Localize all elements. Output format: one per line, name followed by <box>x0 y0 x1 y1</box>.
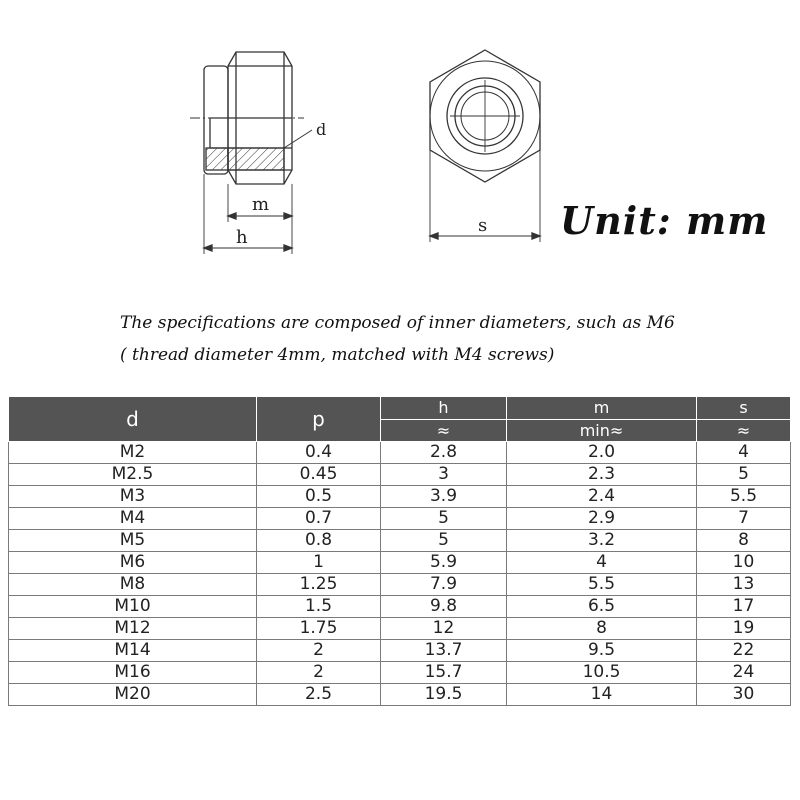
cell-s: 5 <box>697 464 791 486</box>
header-d: d <box>9 397 257 442</box>
cell-p: 2.5 <box>257 684 381 706</box>
cell-m: 14 <box>507 684 697 706</box>
cell-p: 1.75 <box>257 618 381 640</box>
cell-h: 3 <box>381 464 507 486</box>
cell-s: 7 <box>697 508 791 530</box>
header-h-sub: ≈ <box>381 419 507 442</box>
cell-d: M6 <box>9 552 257 574</box>
header-s: s <box>697 397 791 420</box>
cell-h: 5.9 <box>381 552 507 574</box>
table-row <box>9 530 791 552</box>
cell-h: 15.7 <box>381 662 507 684</box>
side-view <box>190 52 312 254</box>
cell-m: 4 <box>507 552 697 574</box>
cell-p: 0.4 <box>257 442 381 464</box>
cell-d: M2 <box>9 442 257 464</box>
unit-label: Unit: mm <box>560 198 769 243</box>
cell-d: M14 <box>9 640 257 662</box>
cell-s: 8 <box>697 530 791 552</box>
table-row <box>9 508 791 530</box>
cell-h: 7.9 <box>381 574 507 596</box>
cell-m: 2.4 <box>507 486 697 508</box>
cell-m: 2.0 <box>507 442 697 464</box>
table-row <box>9 596 791 618</box>
spec-table <box>8 396 791 706</box>
note-line-1: The specifications are composed of inner diameters, such as M6 <box>120 313 675 333</box>
cell-d: M5 <box>9 530 257 552</box>
header-m: m <box>507 397 697 420</box>
cell-s: 13 <box>697 574 791 596</box>
table-row <box>9 618 791 640</box>
cell-p: 2 <box>257 640 381 662</box>
label-d: d <box>316 120 327 139</box>
cell-d: M4 <box>9 508 257 530</box>
top-view <box>430 50 540 242</box>
table-row <box>9 662 791 684</box>
header-h: h <box>381 397 507 420</box>
cell-p: 1.5 <box>257 596 381 618</box>
cell-m: 3.2 <box>507 530 697 552</box>
cell-d: M10 <box>9 596 257 618</box>
cell-h: 5 <box>381 530 507 552</box>
label-m: m <box>252 194 270 215</box>
cell-m: 6.5 <box>507 596 697 618</box>
cell-m: 2.9 <box>507 508 697 530</box>
cell-p: 2 <box>257 662 381 684</box>
cell-h: 13.7 <box>381 640 507 662</box>
table-row <box>9 640 791 662</box>
cell-m: 5.5 <box>507 574 697 596</box>
cell-m: 8 <box>507 618 697 640</box>
label-s: s <box>478 215 488 236</box>
cell-m: 2.3 <box>507 464 697 486</box>
cell-h: 9.8 <box>381 596 507 618</box>
cell-m: 9.5 <box>507 640 697 662</box>
note-line-2: ( thread diameter 4mm, matched with M4 screws) <box>120 345 555 365</box>
nut-drawing <box>0 0 800 300</box>
cell-p: 1.25 <box>257 574 381 596</box>
cell-p: 0.45 <box>257 464 381 486</box>
cell-s: 10 <box>697 552 791 574</box>
table-row <box>9 574 791 596</box>
cell-m: 10.5 <box>507 662 697 684</box>
cell-h: 12 <box>381 618 507 640</box>
cell-d: M3 <box>9 486 257 508</box>
cell-h: 19.5 <box>381 684 507 706</box>
table-row <box>9 552 791 574</box>
cell-s: 5.5 <box>697 486 791 508</box>
cell-s: 24 <box>697 662 791 684</box>
header-s-sub: ≈ <box>697 419 791 442</box>
cell-h: 3.9 <box>381 486 507 508</box>
cell-p: 0.7 <box>257 508 381 530</box>
cell-d: M16 <box>9 662 257 684</box>
cell-s: 4 <box>697 442 791 464</box>
cell-s: 19 <box>697 618 791 640</box>
cell-d: M20 <box>9 684 257 706</box>
cell-s: 30 <box>697 684 791 706</box>
cell-p: 0.8 <box>257 530 381 552</box>
cell-p: 1 <box>257 552 381 574</box>
cell-p: 0.5 <box>257 486 381 508</box>
cell-d: M12 <box>9 618 257 640</box>
cell-d: M8 <box>9 574 257 596</box>
table-row <box>9 464 791 486</box>
table-row <box>9 684 791 706</box>
header-m-sub: min≈ <box>507 419 697 442</box>
table-row <box>9 486 791 508</box>
label-h: h <box>236 227 248 248</box>
cell-d: M2.5 <box>9 464 257 486</box>
hatched-section <box>228 148 284 170</box>
cell-h: 2.8 <box>381 442 507 464</box>
header-p: p <box>257 397 381 442</box>
cell-s: 22 <box>697 640 791 662</box>
cell-s: 17 <box>697 596 791 618</box>
cell-h: 5 <box>381 508 507 530</box>
table-row <box>9 442 791 464</box>
